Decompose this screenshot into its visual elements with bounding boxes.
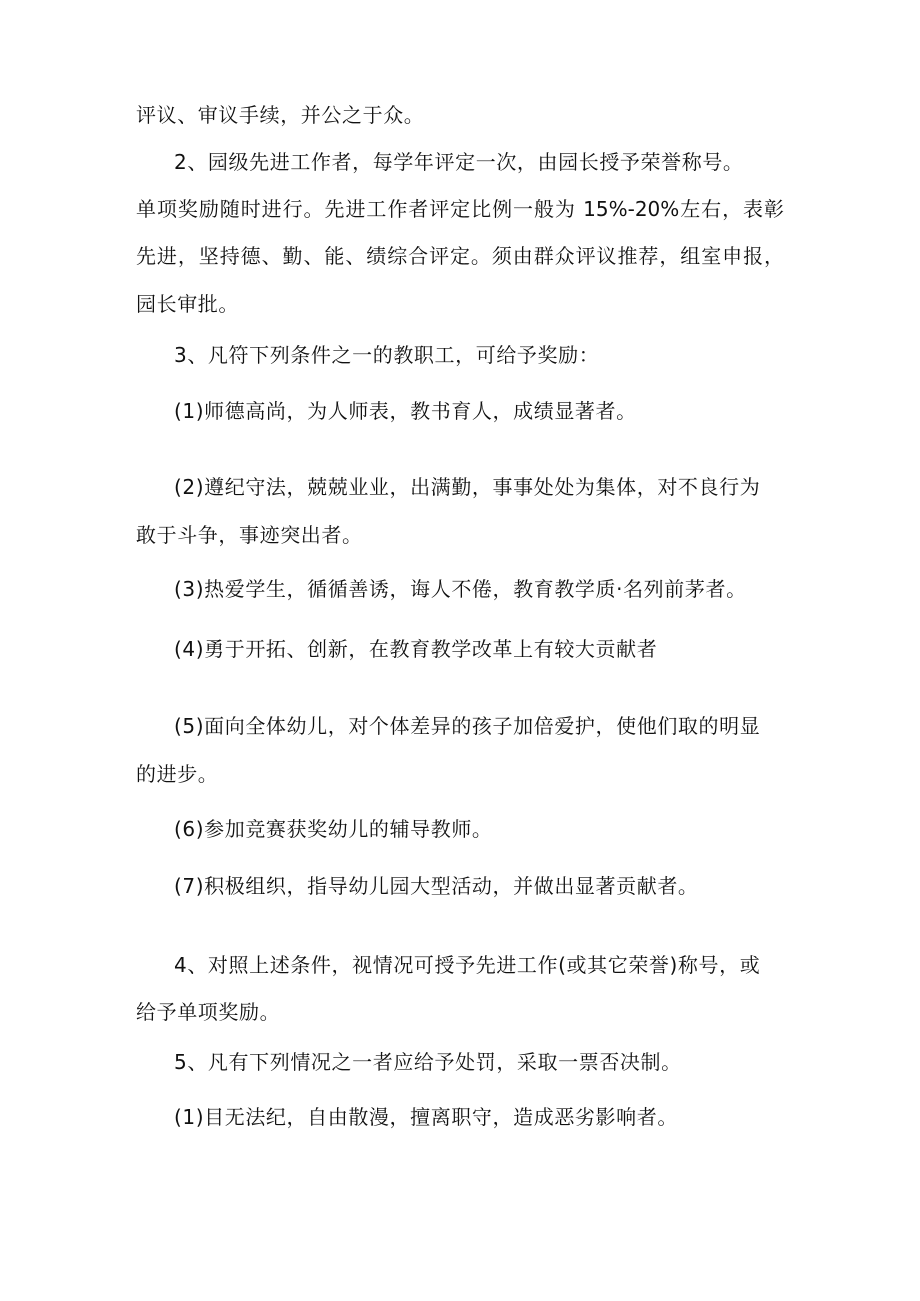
paragraph-line: 先进，坚持德、勤、能、绩综合评定。须由群众评议推荐，组室申报， <box>136 244 784 268</box>
paragraph-line: 单项奖励随时进行。先进工作者评定比例一般为 15%-20%左右，表彰 <box>136 197 784 221</box>
paragraph-line: 给予单项奖励。 <box>136 1000 281 1024</box>
list-item: (4)勇于开拓、创新，在教育教学改革上有较大贡献者 <box>174 637 658 661</box>
list-item: (3)热爱学生，循循善诱，诲人不倦，教育教学质·名列前茅者。 <box>174 577 747 601</box>
list-item: (6)参加竞赛获奖幼儿的辅导教师。 <box>174 817 493 841</box>
paragraph-line: 敢于斗争，事迹突出者。 <box>136 523 363 547</box>
list-item: (2)遵纪守法，兢兢业业，出满勤，事事处处为集体，对不良行为 <box>174 475 761 499</box>
paragraph-line: 评议、审议手续，并公之于众。 <box>136 103 425 127</box>
list-item: (7)积极组织，指导幼儿园大型活动，并做出显著贡献者。 <box>174 874 699 898</box>
list-item: (1)目无法纪，自由散漫，擅离职守，造成恶劣影响者。 <box>174 1105 678 1129</box>
paragraph-line: 5、凡有下列情况之一者应给予处罚，采取一票否决制。 <box>174 1050 682 1074</box>
list-item: (1)师德高尚，为人师表，教书育人，成绩显著者。 <box>174 399 637 423</box>
paragraph-line: 3、凡符下列条件之一的教职工，可给予奖励： <box>174 343 600 367</box>
paragraph-line: 的进步。 <box>136 762 219 786</box>
list-item: (5)面向全体幼儿，对个体差异的孩子加倍爱护，使他们取的明显 <box>174 714 761 738</box>
paragraph-line: 园长审批。 <box>136 292 239 316</box>
paragraph-line: 2、园级先进工作者，每学年评定一次，由园长授予荣誉称号。 <box>174 150 744 174</box>
paragraph-line: 4、对照上述条件，视情况可授予先进工作(或其它荣誉)称号，或 <box>174 953 761 977</box>
